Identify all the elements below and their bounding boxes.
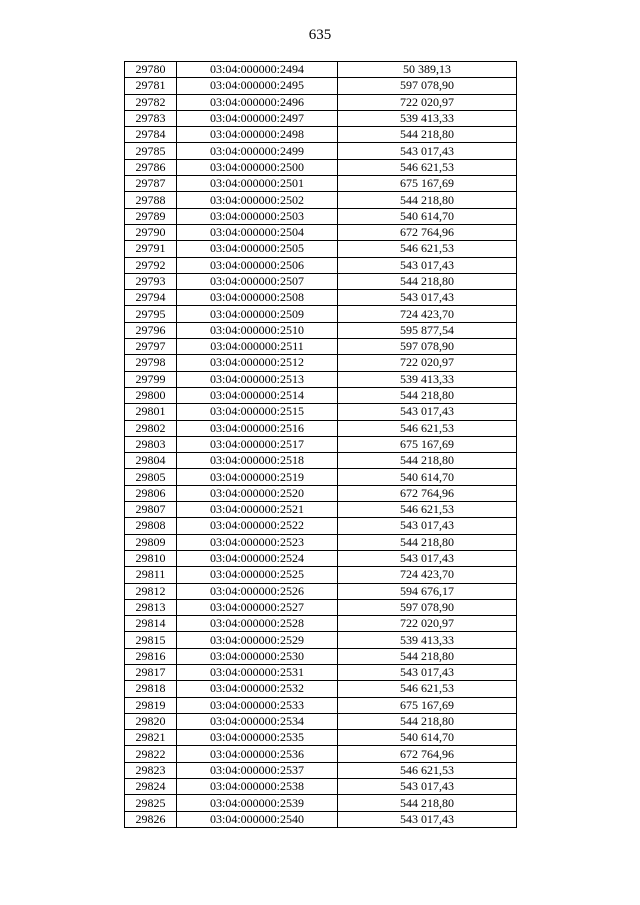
cadastral-number-cell: 03:04:000000:2513 bbox=[177, 371, 338, 387]
row-number-cell: 29808 bbox=[125, 518, 177, 534]
row-number-cell: 29789 bbox=[125, 208, 177, 224]
value-cell: 544 218,80 bbox=[338, 453, 517, 469]
row-number-cell: 29800 bbox=[125, 387, 177, 403]
table-row bbox=[125, 127, 517, 143]
table-row bbox=[125, 730, 517, 746]
value-cell: 540 614,70 bbox=[338, 730, 517, 746]
row-number-cell: 29783 bbox=[125, 110, 177, 126]
cadastral-number-cell: 03:04:000000:2539 bbox=[177, 795, 338, 811]
row-number-cell: 29795 bbox=[125, 306, 177, 322]
row-number-cell: 29812 bbox=[125, 583, 177, 599]
table-row bbox=[125, 583, 517, 599]
table-row bbox=[125, 273, 517, 289]
value-cell: 722 020,97 bbox=[338, 616, 517, 632]
cadastral-number-cell: 03:04:000000:2536 bbox=[177, 746, 338, 762]
cadastral-number-cell: 03:04:000000:2508 bbox=[177, 290, 338, 306]
value-cell: 544 218,80 bbox=[338, 534, 517, 550]
table-row bbox=[125, 502, 517, 518]
cadastral-number-cell: 03:04:000000:2525 bbox=[177, 567, 338, 583]
row-number-cell: 29811 bbox=[125, 567, 177, 583]
value-cell: 543 017,43 bbox=[338, 518, 517, 534]
cadastral-number-cell: 03:04:000000:2512 bbox=[177, 355, 338, 371]
table-row bbox=[125, 62, 517, 78]
value-cell: 672 764,96 bbox=[338, 746, 517, 762]
value-cell: 722 020,97 bbox=[338, 94, 517, 110]
value-cell: 546 621,53 bbox=[338, 241, 517, 257]
table-row bbox=[125, 795, 517, 811]
row-number-cell: 29825 bbox=[125, 795, 177, 811]
value-cell: 539 413,33 bbox=[338, 371, 517, 387]
value-cell: 544 218,80 bbox=[338, 192, 517, 208]
cadastral-number-cell: 03:04:000000:2517 bbox=[177, 436, 338, 452]
value-cell: 672 764,96 bbox=[338, 485, 517, 501]
cadastral-number-cell: 03:04:000000:2518 bbox=[177, 453, 338, 469]
row-number-cell: 29786 bbox=[125, 159, 177, 175]
table-row bbox=[125, 616, 517, 632]
table-row bbox=[125, 681, 517, 697]
page-number: 635 bbox=[308, 27, 332, 43]
value-cell: 543 017,43 bbox=[338, 290, 517, 306]
table-row bbox=[125, 453, 517, 469]
table-row bbox=[125, 387, 517, 403]
row-number-cell: 29822 bbox=[125, 746, 177, 762]
cadastral-number-cell: 03:04:000000:2529 bbox=[177, 632, 338, 648]
row-number-cell: 29810 bbox=[125, 550, 177, 566]
table-row bbox=[125, 664, 517, 680]
cadastral-number-cell: 03:04:000000:2533 bbox=[177, 697, 338, 713]
value-cell: 544 218,80 bbox=[338, 713, 517, 729]
table-row bbox=[125, 224, 517, 240]
value-cell: 543 017,43 bbox=[338, 664, 517, 680]
value-cell: 595 877,54 bbox=[338, 322, 517, 338]
cadastral-number-cell: 03:04:000000:2507 bbox=[177, 273, 338, 289]
cadastral-number-cell: 03:04:000000:2505 bbox=[177, 241, 338, 257]
value-cell: 675 167,69 bbox=[338, 176, 517, 192]
cadastral-number-cell: 03:04:000000:2514 bbox=[177, 387, 338, 403]
row-number-cell: 29807 bbox=[125, 502, 177, 518]
table-row bbox=[125, 534, 517, 550]
row-number-cell: 29803 bbox=[125, 436, 177, 452]
row-number-cell: 29785 bbox=[125, 143, 177, 159]
cadastral-number-cell: 03:04:000000:2540 bbox=[177, 811, 338, 827]
row-number-cell: 29821 bbox=[125, 730, 177, 746]
cadastral-number-cell: 03:04:000000:2503 bbox=[177, 208, 338, 224]
table-row bbox=[125, 811, 517, 827]
row-number-cell: 29813 bbox=[125, 599, 177, 615]
cadastral-number-cell: 03:04:000000:2506 bbox=[177, 257, 338, 273]
value-cell: 675 167,69 bbox=[338, 697, 517, 713]
value-cell: 546 621,53 bbox=[338, 681, 517, 697]
cadastral-number-cell: 03:04:000000:2495 bbox=[177, 78, 338, 94]
row-number-cell: 29793 bbox=[125, 273, 177, 289]
table-row bbox=[125, 94, 517, 110]
value-cell: 544 218,80 bbox=[338, 273, 517, 289]
row-number-cell: 29781 bbox=[125, 78, 177, 94]
value-cell: 597 078,90 bbox=[338, 599, 517, 615]
cadastral-number-cell: 03:04:000000:2509 bbox=[177, 306, 338, 322]
value-cell: 724 423,70 bbox=[338, 567, 517, 583]
cadastral-number-cell: 03:04:000000:2522 bbox=[177, 518, 338, 534]
cadastral-number-cell: 03:04:000000:2532 bbox=[177, 681, 338, 697]
table-row bbox=[125, 78, 517, 94]
row-number-cell: 29791 bbox=[125, 241, 177, 257]
row-number-cell: 29798 bbox=[125, 355, 177, 371]
table-row bbox=[125, 697, 517, 713]
cadastral-number-cell: 03:04:000000:2516 bbox=[177, 420, 338, 436]
cadastral-number-cell: 03:04:000000:2501 bbox=[177, 176, 338, 192]
table-row bbox=[125, 110, 517, 126]
table-row bbox=[125, 404, 517, 420]
value-cell: 597 078,90 bbox=[338, 78, 517, 94]
cadastral-number-cell: 03:04:000000:2500 bbox=[177, 159, 338, 175]
value-cell: 544 218,80 bbox=[338, 127, 517, 143]
cadastral-number-cell: 03:04:000000:2537 bbox=[177, 762, 338, 778]
value-cell: 540 614,70 bbox=[338, 208, 517, 224]
value-cell: 544 218,80 bbox=[338, 387, 517, 403]
value-cell: 546 621,53 bbox=[338, 159, 517, 175]
value-cell: 546 621,53 bbox=[338, 502, 517, 518]
table-row bbox=[125, 322, 517, 338]
cadastral-number-cell: 03:04:000000:2534 bbox=[177, 713, 338, 729]
cadastral-number-cell: 03:04:000000:2519 bbox=[177, 469, 338, 485]
table-row bbox=[125, 257, 517, 273]
value-cell: 543 017,43 bbox=[338, 811, 517, 827]
value-cell: 543 017,43 bbox=[338, 779, 517, 795]
value-cell: 675 167,69 bbox=[338, 436, 517, 452]
table-row bbox=[125, 518, 517, 534]
registry-table-body bbox=[125, 62, 517, 828]
row-number-cell: 29797 bbox=[125, 339, 177, 355]
row-number-cell: 29790 bbox=[125, 224, 177, 240]
row-number-cell: 29814 bbox=[125, 616, 177, 632]
value-cell: 594 676,17 bbox=[338, 583, 517, 599]
value-cell: 544 218,80 bbox=[338, 648, 517, 664]
cadastral-number-cell: 03:04:000000:2498 bbox=[177, 127, 338, 143]
cadastral-number-cell: 03:04:000000:2521 bbox=[177, 502, 338, 518]
cadastral-number-cell: 03:04:000000:2527 bbox=[177, 599, 338, 615]
value-cell: 724 423,70 bbox=[338, 306, 517, 322]
table-row bbox=[125, 599, 517, 615]
table-row bbox=[125, 550, 517, 566]
cadastral-number-cell: 03:04:000000:2497 bbox=[177, 110, 338, 126]
table-row bbox=[125, 290, 517, 306]
cadastral-number-cell: 03:04:000000:2538 bbox=[177, 779, 338, 795]
table-row bbox=[125, 713, 517, 729]
table-row bbox=[125, 339, 517, 355]
table-row bbox=[125, 371, 517, 387]
table-row bbox=[125, 779, 517, 795]
registry-table bbox=[124, 61, 517, 828]
row-number-cell: 29824 bbox=[125, 779, 177, 795]
row-number-cell: 29782 bbox=[125, 94, 177, 110]
value-cell: 597 078,90 bbox=[338, 339, 517, 355]
value-cell: 546 621,53 bbox=[338, 762, 517, 778]
row-number-cell: 29787 bbox=[125, 176, 177, 192]
cadastral-number-cell: 03:04:000000:2496 bbox=[177, 94, 338, 110]
table-row bbox=[125, 159, 517, 175]
row-number-cell: 29792 bbox=[125, 257, 177, 273]
value-cell: 722 020,97 bbox=[338, 355, 517, 371]
cadastral-number-cell: 03:04:000000:2530 bbox=[177, 648, 338, 664]
table-row bbox=[125, 648, 517, 664]
value-cell: 543 017,43 bbox=[338, 257, 517, 273]
row-number-cell: 29799 bbox=[125, 371, 177, 387]
cadastral-number-cell: 03:04:000000:2531 bbox=[177, 664, 338, 680]
cadastral-number-cell: 03:04:000000:2504 bbox=[177, 224, 338, 240]
value-cell: 543 017,43 bbox=[338, 550, 517, 566]
table-row bbox=[125, 241, 517, 257]
value-cell: 540 614,70 bbox=[338, 469, 517, 485]
row-number-cell: 29820 bbox=[125, 713, 177, 729]
cadastral-number-cell: 03:04:000000:2535 bbox=[177, 730, 338, 746]
table-row bbox=[125, 632, 517, 648]
table-row bbox=[125, 176, 517, 192]
row-number-cell: 29804 bbox=[125, 453, 177, 469]
row-number-cell: 29784 bbox=[125, 127, 177, 143]
table-row bbox=[125, 436, 517, 452]
value-cell: 539 413,33 bbox=[338, 110, 517, 126]
row-number-cell: 29819 bbox=[125, 697, 177, 713]
row-number-cell: 29801 bbox=[125, 404, 177, 420]
table-row bbox=[125, 143, 517, 159]
value-cell: 539 413,33 bbox=[338, 632, 517, 648]
row-number-cell: 29794 bbox=[125, 290, 177, 306]
row-number-cell: 29796 bbox=[125, 322, 177, 338]
row-number-cell: 29815 bbox=[125, 632, 177, 648]
row-number-cell: 29826 bbox=[125, 811, 177, 827]
cadastral-number-cell: 03:04:000000:2524 bbox=[177, 550, 338, 566]
row-number-cell: 29823 bbox=[125, 762, 177, 778]
row-number-cell: 29802 bbox=[125, 420, 177, 436]
table-row bbox=[125, 420, 517, 436]
table-row bbox=[125, 567, 517, 583]
table-row bbox=[125, 469, 517, 485]
cadastral-number-cell: 03:04:000000:2515 bbox=[177, 404, 338, 420]
table-row bbox=[125, 208, 517, 224]
row-number-cell: 29788 bbox=[125, 192, 177, 208]
value-cell: 546 621,53 bbox=[338, 420, 517, 436]
cadastral-number-cell: 03:04:000000:2502 bbox=[177, 192, 338, 208]
row-number-cell: 29816 bbox=[125, 648, 177, 664]
value-cell: 50 389,13 bbox=[338, 62, 517, 78]
value-cell: 543 017,43 bbox=[338, 143, 517, 159]
row-number-cell: 29818 bbox=[125, 681, 177, 697]
cadastral-number-cell: 03:04:000000:2511 bbox=[177, 339, 338, 355]
table-row bbox=[125, 306, 517, 322]
table-row bbox=[125, 355, 517, 371]
value-cell: 544 218,80 bbox=[338, 795, 517, 811]
value-cell: 672 764,96 bbox=[338, 224, 517, 240]
table-row bbox=[125, 762, 517, 778]
table-row bbox=[125, 485, 517, 501]
cadastral-number-cell: 03:04:000000:2499 bbox=[177, 143, 338, 159]
table-row bbox=[125, 746, 517, 762]
table-row bbox=[125, 192, 517, 208]
row-number-cell: 29780 bbox=[125, 62, 177, 78]
cadastral-number-cell: 03:04:000000:2526 bbox=[177, 583, 338, 599]
cadastral-number-cell: 03:04:000000:2528 bbox=[177, 616, 338, 632]
row-number-cell: 29817 bbox=[125, 664, 177, 680]
cadastral-number-cell: 03:04:000000:2510 bbox=[177, 322, 338, 338]
row-number-cell: 29809 bbox=[125, 534, 177, 550]
cadastral-number-cell: 03:04:000000:2520 bbox=[177, 485, 338, 501]
row-number-cell: 29806 bbox=[125, 485, 177, 501]
cadastral-number-cell: 03:04:000000:2523 bbox=[177, 534, 338, 550]
row-number-cell: 29805 bbox=[125, 469, 177, 485]
cadastral-number-cell: 03:04:000000:2494 bbox=[177, 62, 338, 78]
value-cell: 543 017,43 bbox=[338, 404, 517, 420]
